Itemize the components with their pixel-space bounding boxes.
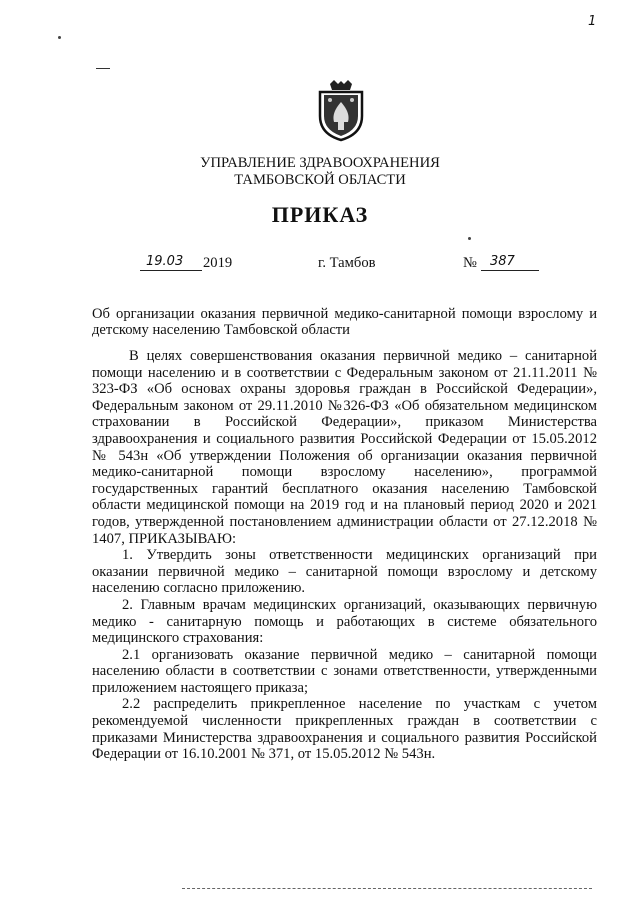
date-underline <box>140 270 202 271</box>
coat-of-arms-emblem <box>316 80 366 142</box>
handwritten-number: 387 <box>490 254 515 269</box>
clause-2-1: 2.1 организовать оказание первичной медико – санитарной помощи населению области в соответствии с зонами ответственности, утвержденными приложением настоящего приказа; <box>92 646 597 696</box>
organization-name-line1: УПРАВЛЕНИЕ ЗДРАВООХРАНЕНИЯ <box>200 155 440 171</box>
clause-2-2: 2.2 распределить прикрепленное население по участкам с учетом рекомендуемой численности прикрепленных граждан в соответствии с приказами Министерства здравоохранения и социального развития Российской Федерации от 16.10.2001 № 371, от 15.05.2012 № 543н. <box>92 696 597 763</box>
document-title: ПРИКАЗ <box>271 202 369 227</box>
scan-speck <box>468 237 471 240</box>
handwritten-date: 19.03 <box>146 254 184 269</box>
scan-mark <box>96 68 110 69</box>
preamble-paragraph: В целях совершенствования оказания первичной медико – санитарной помощи населению и в соответствии с Федеральным законом от 21.11.2011 № 323-ФЗ «Об основах охраны здоровья граждан в Российской Федерации», Федеральным законом от 29.11.2010 №326-ФЗ «Об обязательном медицинском страховании в Российской Федерации», приказом Министерства здравоохранения и социального развития Российской Федерации от 15.05.2012 № 543н «Об утверждении Положения об организации оказания первичной медико-санитарной помощи взрослому населению», программой государственных гарантий бесплатного оказания населению Тамбовской области медицинской помощи на 2019 год и на плановый период 2020 и 2021 годов, утвержденной постановлением администрации области от 27.12.2018 № 1407, ПРИКАЗЫВАЮ: <box>92 348 597 547</box>
document-city: г. Тамбов <box>318 255 376 271</box>
scan-speck <box>58 36 61 39</box>
page-number: 1 <box>588 14 597 29</box>
scan-bottom-edge <box>182 888 592 889</box>
order-subject: Об организации оказания первичной медико-санитарной помощи взрослому и детскому населению Тамбовской области <box>92 306 597 338</box>
number-label: № <box>463 255 477 271</box>
document-year: 2019 <box>203 255 233 271</box>
clause-1: 1. Утвердить зоны ответственности медицинских организаций при оказании первичной медико – санитарной помощи взрослому и детскому населению согласно приложению. <box>92 547 597 597</box>
order-body <box>92 348 597 763</box>
clause-2: 2. Главным врачам медицинских организаций, оказывающих первичную медико - санитарную помощь и работающих в системе обязательного медицинского страхования: <box>92 596 597 647</box>
organization-name-line2: ТАМБОВСКОЙ ОБЛАСТИ <box>234 172 406 188</box>
number-underline <box>481 270 539 271</box>
